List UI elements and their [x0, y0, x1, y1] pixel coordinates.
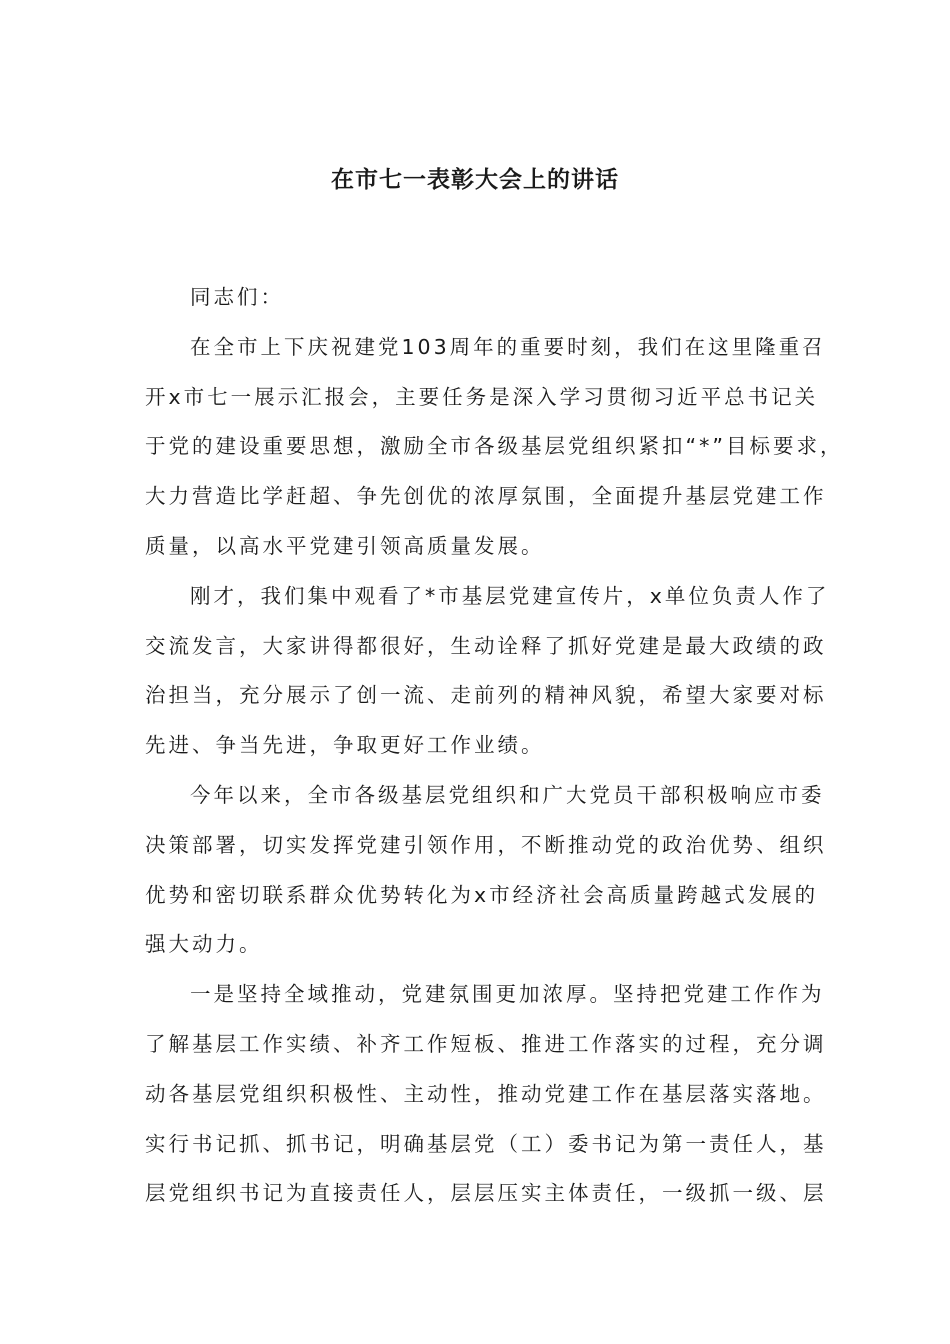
paragraph-1-line-2: 开x市七一展示汇报会，主要任务是深入学习贯彻习近平总书记关 [145, 384, 819, 409]
paragraph-1-line-1: 在全市上下庆祝建党103周年的重要时刻，我们在这里隆重召 [190, 334, 826, 359]
paragraph-4-line-1: 一是坚持全域推动，党建氛围更加浓厚。坚持把党建工作作为 [190, 982, 825, 1007]
paragraph-2-line-4: 先进、争当先进，争取更好工作业绩。 [145, 733, 545, 758]
paragraph-4-line-2: 了解基层工作实绩、补齐工作短板、推进工作落实的过程，充分调 [145, 1031, 827, 1056]
paragraph-1-line-5: 质量，以高水平党建引领高质量发展。 [145, 533, 545, 558]
paragraph-3-line-2: 决策部署，切实发挥党建引领作用，不断推动党的政治优势、组织 [145, 832, 827, 857]
paragraph-4-line-3: 动各基层党组织积极性、主动性，推动党建工作在基层落实落地。 [145, 1081, 827, 1106]
paragraph-1-line-4: 大力营造比学赶超、争先创优的浓厚氛围，全面提升基层党建工作 [145, 484, 827, 509]
paragraph-2-line-2: 交流发言，大家讲得都很好，生动诠释了抓好党建是最大政绩的政 [145, 633, 827, 658]
paragraph-3-line-4: 强大动力。 [145, 932, 263, 957]
document-body [145, 273, 844, 1219]
paragraph-3-line-3: 优势和密切联系群众优势转化为x市经济社会高质量跨越式发展的 [145, 882, 819, 907]
paragraph-4-line-4: 实行书记抓、抓书记，明确基层党（工）委书记为第一责任人，基 [145, 1131, 827, 1156]
paragraph-3-line-1: 今年以来，全市各级基层党组织和广大党员干部积极响应市委 [190, 782, 825, 807]
paragraph-2-line-3: 治担当，充分展示了创一流、走前列的精神风貌，希望大家要对标 [145, 683, 827, 708]
document-title: 在市七一表彰大会上的讲话 [331, 167, 619, 193]
paragraph-4-line-5: 层党组织书记为直接责任人，层层压实主体责任，一级抓一级、层 [145, 1181, 827, 1206]
salutation-line: 同志们： [190, 285, 284, 309]
paragraph-2-line-1: 刚才，我们集中观看了*市基层党建宣传片，x单位负责人作了 [190, 583, 830, 608]
paragraph-1-line-3: 于党的建设重要思想，激励全市各级基层党组织紧扣“*”目标要求， [145, 434, 844, 459]
